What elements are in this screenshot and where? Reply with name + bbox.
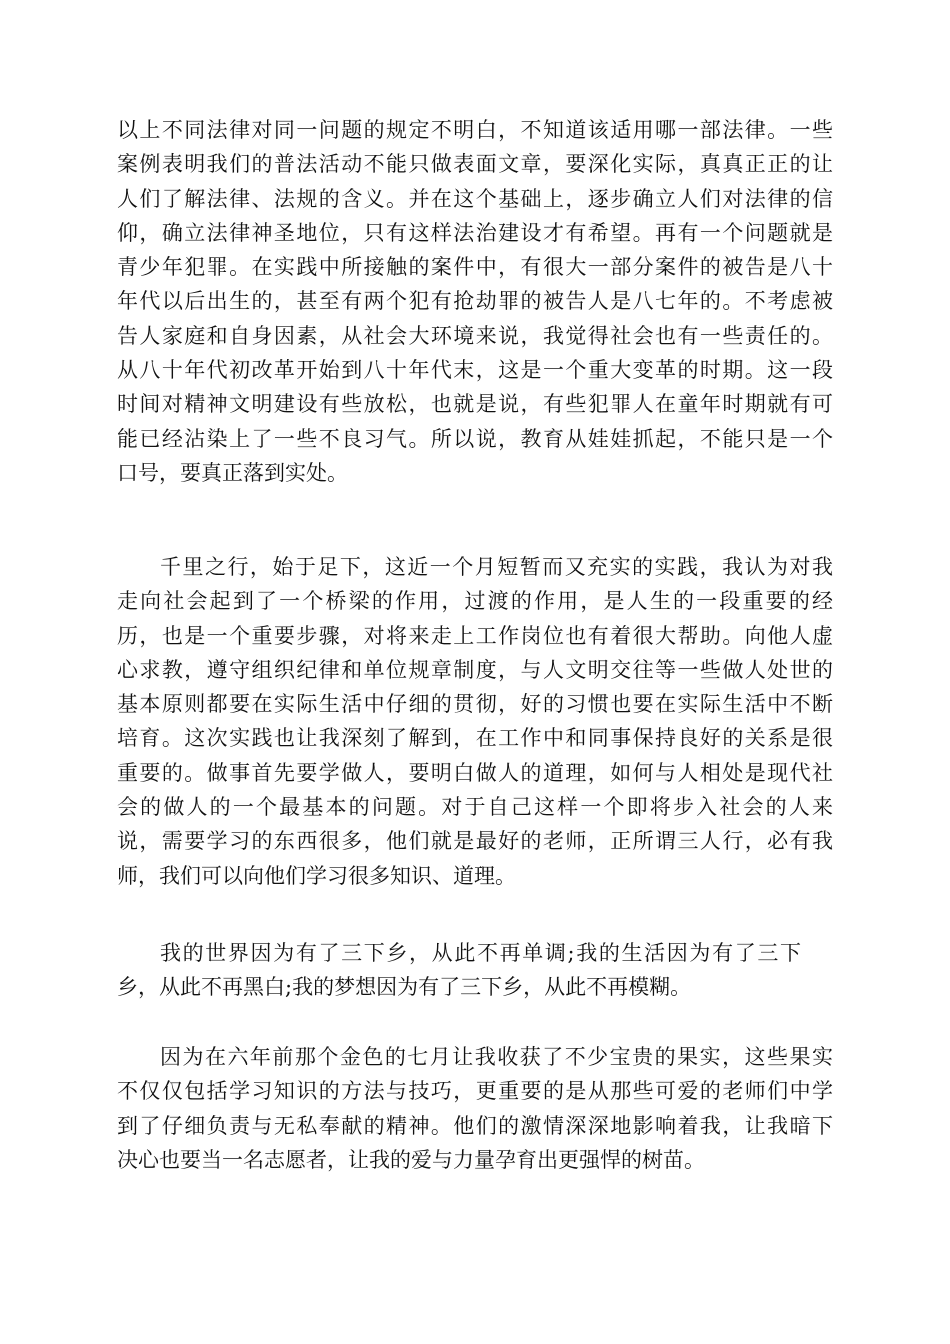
paragraph-4 [117,1040,833,1177]
text-line: 乡，从此不再黑白;我的梦想因为有了三下乡，从此不再模糊。 [117,975,692,1000]
text-line: 重要的。做事首先要学做人，要明白做人的道理，如何与人相处是现代社 [117,760,833,785]
paragraph-1 [117,113,833,490]
text-line: 人们了解法律、法规的含义。并在这个基础上，逐步确立人们对法律的信 [117,186,833,211]
text-line: 走向社会起到了一个桥梁的作用，过渡的作用，是人生的一段重要的经 [117,589,833,614]
text-line: 仰，确立法律神圣地位，只有这样法治建设才有希望。再有一个问题就是 [117,220,833,245]
text-line: 我的世界因为有了三下乡，从此不再单调;我的生活因为有了三下 [160,941,801,965]
text-line: 告人家庭和自身因素，从社会大环境来说，我觉得社会也有一些责任的。 [117,323,833,348]
text-line: 案例表明我们的普法活动不能只做表面文章，要深化实际，真真正正的让 [117,152,833,177]
text-line: 能已经沾染上了一些不良习气。所以说，教育从娃娃抓起，不能只是一个 [117,426,833,451]
text-line: 历，也是一个重要步骤，对将来走上工作岗位也有着很大帮助。向他人虚 [117,623,833,648]
text-line: 心求教，遵守组织纪律和单位规章制度，与人文明交往等一些做人处世的 [117,657,833,682]
text-line: 以上不同法律对同一问题的规定不明白，不知道该适用哪一部法律。一些 [117,118,833,142]
text-line: 不仅仅包括学习知识的方法与技巧，更重要的是从那些可爱的老师们中学 [117,1079,833,1104]
text-line: 到了仔细负责与无私奉献的精神。他们的激情深深地影响着我，让我暗下 [117,1113,833,1138]
paragraph-2 [117,550,833,893]
text-line: 决心也要当一名志愿者，让我的爱与力量孕育出更强悍的树苗。 [117,1147,705,1172]
text-line: 年代以后出生的，甚至有两个犯有抢劫罪的被告人是八七年的。不考虑被 [117,289,833,314]
text-line: 基本原则都要在实际生活中仔细的贯彻，好的习惯也要在实际生活中不断 [117,692,833,717]
text-line: 因为在六年前那个金色的七月让我收获了不少宝贵的果实，这些果实 [160,1045,833,1069]
text-line: 青少年犯罪。在实践中所接触的案件中，有很大一部分案件的被告是八十 [117,255,833,280]
text-line: 师，我们可以向他们学习很多知识、道理。 [117,863,516,888]
text-line: 从八十年代初改革开始到八十年代末，这是一个重大变革的时期。这一段 [117,358,833,383]
text-line: 时间对精神文明建设有些放松，也就是说，有些犯罪人在童年时期就有可 [117,392,833,417]
text-line: 会的做人的一个最基本的问题。对于自己这样一个即将步入社会的人来 [117,795,833,820]
text-line: 口号，要真正落到实处。 [117,460,348,485]
text-line: 培育。这次实践也让我深刻了解到，在工作中和同事保持良好的关系是很 [117,726,833,751]
text-line: 说，需要学习的东西很多，他们就是最好的老师，正所谓三人行，必有我 [117,829,833,854]
paragraph-3 [117,936,833,1005]
text-line: 千里之行，始于足下，这近一个月短暂而又充实的实践，我认为对我 [160,555,833,579]
